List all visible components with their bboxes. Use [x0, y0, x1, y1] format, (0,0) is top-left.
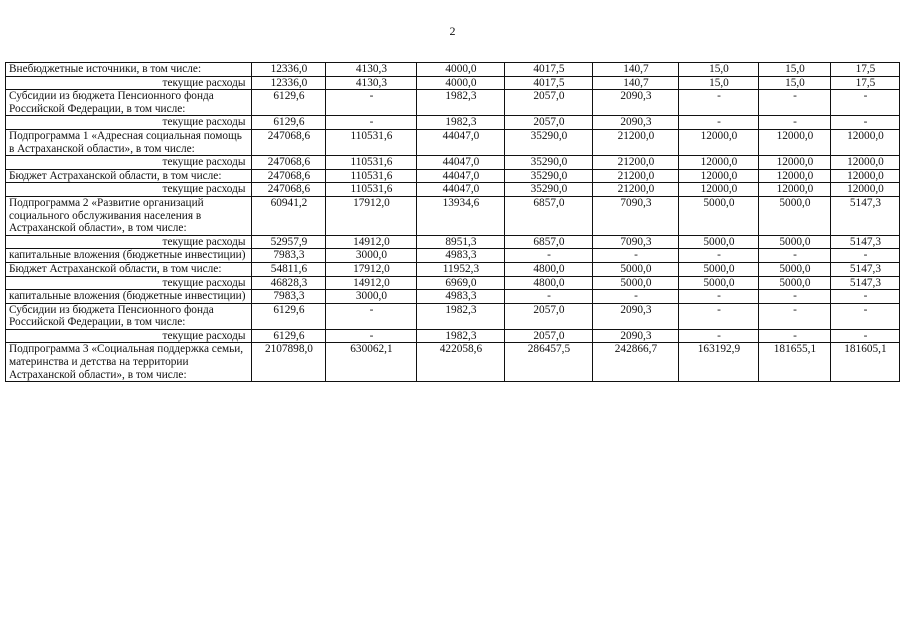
- cell-value: 46828,3: [252, 276, 326, 290]
- row-label: Субсидии из бюджета Пенсионного фонда Российской Федерации, в том числе:: [6, 303, 252, 329]
- cell-value: -: [679, 249, 759, 263]
- cell-value: 2057,0: [505, 303, 593, 329]
- cell-value: -: [831, 303, 900, 329]
- page-number: 2: [449, 24, 456, 38]
- table-row: [6, 303, 900, 329]
- row-label: текущие расходы: [6, 276, 252, 290]
- cell-value: -: [759, 116, 831, 130]
- cell-value: 140,7: [593, 76, 679, 90]
- cell-value: -: [505, 249, 593, 263]
- cell-value: 6857,0: [505, 196, 593, 235]
- row-label: Подпрограмма 1 «Адресная социальная помощь в Астраханской области», в том числе:: [6, 129, 252, 155]
- cell-value: 15,0: [759, 76, 831, 90]
- cell-value: 1982,3: [417, 303, 505, 329]
- table-row: [6, 90, 900, 116]
- cell-value: 12000,0: [831, 129, 900, 155]
- cell-value: -: [831, 290, 900, 304]
- cell-value: 17912,0: [326, 262, 417, 276]
- cell-value: 54811,6: [252, 262, 326, 276]
- cell-value: 17,5: [831, 76, 900, 90]
- table-row: [6, 169, 900, 183]
- cell-value: -: [593, 290, 679, 304]
- cell-value: 286457,5: [505, 343, 593, 382]
- row-label: текущие расходы: [6, 183, 252, 197]
- cell-value: 35290,0: [505, 169, 593, 183]
- cell-value: 422058,6: [417, 343, 505, 382]
- cell-value: -: [679, 290, 759, 304]
- cell-value: -: [505, 290, 593, 304]
- row-label: текущие расходы: [6, 235, 252, 249]
- cell-value: -: [831, 329, 900, 343]
- cell-value: 4800,0: [505, 262, 593, 276]
- cell-value: -: [679, 116, 759, 130]
- cell-value: 7983,3: [252, 290, 326, 304]
- cell-value: 4017,5: [505, 76, 593, 90]
- cell-value: 5147,3: [831, 262, 900, 276]
- table-row: [6, 235, 900, 249]
- cell-value: 6857,0: [505, 235, 593, 249]
- table-row: [6, 262, 900, 276]
- cell-value: 8951,3: [417, 235, 505, 249]
- row-label: текущие расходы: [6, 156, 252, 170]
- table-row: [6, 183, 900, 197]
- cell-value: 2090,3: [593, 116, 679, 130]
- cell-value: 5000,0: [679, 235, 759, 249]
- cell-value: 1982,3: [417, 329, 505, 343]
- cell-value: 2107898,0: [252, 343, 326, 382]
- cell-value: 14912,0: [326, 276, 417, 290]
- cell-value: 44047,0: [417, 129, 505, 155]
- cell-value: 630062,1: [326, 343, 417, 382]
- table-row: [6, 156, 900, 170]
- cell-value: 4800,0: [505, 276, 593, 290]
- row-label: капитальные вложения (бюджетные инвестиции): [6, 290, 252, 304]
- table-row: [6, 343, 900, 382]
- cell-value: 12000,0: [679, 156, 759, 170]
- cell-value: 5147,3: [831, 196, 900, 235]
- table-row: [6, 129, 900, 155]
- cell-value: 6129,6: [252, 329, 326, 343]
- table-row: [6, 249, 900, 263]
- cell-value: 21200,0: [593, 156, 679, 170]
- cell-value: -: [679, 303, 759, 329]
- row-label: текущие расходы: [6, 329, 252, 343]
- cell-value: 7090,3: [593, 196, 679, 235]
- cell-value: 5000,0: [759, 196, 831, 235]
- cell-value: 12000,0: [759, 183, 831, 197]
- cell-value: 110531,6: [326, 183, 417, 197]
- cell-value: 12000,0: [679, 169, 759, 183]
- cell-value: -: [326, 90, 417, 116]
- cell-value: -: [326, 116, 417, 130]
- cell-value: 2090,3: [593, 329, 679, 343]
- budget-table: [5, 62, 900, 382]
- cell-value: 242866,7: [593, 343, 679, 382]
- cell-value: 11952,3: [417, 262, 505, 276]
- cell-value: 5000,0: [679, 262, 759, 276]
- cell-value: 2057,0: [505, 90, 593, 116]
- cell-value: 21200,0: [593, 183, 679, 197]
- cell-value: 5000,0: [679, 196, 759, 235]
- cell-value: 1982,3: [417, 90, 505, 116]
- cell-value: -: [759, 329, 831, 343]
- cell-value: 2090,3: [593, 303, 679, 329]
- cell-value: 17,5: [831, 63, 900, 77]
- cell-value: 12000,0: [759, 129, 831, 155]
- cell-value: 12000,0: [759, 156, 831, 170]
- cell-value: 247068,6: [252, 129, 326, 155]
- cell-value: 6129,6: [252, 303, 326, 329]
- cell-value: 44047,0: [417, 169, 505, 183]
- cell-value: 4983,3: [417, 249, 505, 263]
- cell-value: 4000,0: [417, 76, 505, 90]
- cell-value: 5147,3: [831, 276, 900, 290]
- cell-value: 21200,0: [593, 169, 679, 183]
- row-label: текущие расходы: [6, 116, 252, 130]
- row-label: Подпрограмма 2 «Развитие организаций социального обслуживания населения в Астраханской области», в том числе:: [6, 196, 252, 235]
- cell-value: 4130,3: [326, 63, 417, 77]
- cell-value: -: [831, 249, 900, 263]
- cell-value: 5000,0: [759, 276, 831, 290]
- table-row: [6, 63, 900, 77]
- cell-value: 35290,0: [505, 156, 593, 170]
- cell-value: 5000,0: [593, 276, 679, 290]
- cell-value: 140,7: [593, 63, 679, 77]
- cell-value: 163192,9: [679, 343, 759, 382]
- row-label: текущие расходы: [6, 76, 252, 90]
- cell-value: 17912,0: [326, 196, 417, 235]
- cell-value: 15,0: [759, 63, 831, 77]
- row-label: Субсидии из бюджета Пенсионного фонда Российской Федерации, в том числе:: [6, 90, 252, 116]
- table-row: [6, 276, 900, 290]
- cell-value: -: [759, 290, 831, 304]
- cell-value: 12000,0: [831, 183, 900, 197]
- cell-value: 12000,0: [759, 169, 831, 183]
- cell-value: -: [759, 90, 831, 116]
- cell-value: 7090,3: [593, 235, 679, 249]
- cell-value: 247068,6: [252, 169, 326, 183]
- cell-value: -: [679, 90, 759, 116]
- cell-value: 12000,0: [831, 156, 900, 170]
- table-row: [6, 329, 900, 343]
- cell-value: 14912,0: [326, 235, 417, 249]
- cell-value: 3000,0: [326, 249, 417, 263]
- row-label: Бюджет Астраханской области, в том числе:: [6, 262, 252, 276]
- cell-value: 110531,6: [326, 169, 417, 183]
- cell-value: 4983,3: [417, 290, 505, 304]
- cell-value: 12336,0: [252, 63, 326, 77]
- cell-value: -: [759, 303, 831, 329]
- cell-value: 1982,3: [417, 116, 505, 130]
- cell-value: 3000,0: [326, 290, 417, 304]
- cell-value: -: [679, 329, 759, 343]
- cell-value: 52957,9: [252, 235, 326, 249]
- cell-value: 5147,3: [831, 235, 900, 249]
- table-row: [6, 116, 900, 130]
- cell-value: -: [326, 303, 417, 329]
- cell-value: 181605,1: [831, 343, 900, 382]
- cell-value: 110531,6: [326, 129, 417, 155]
- row-label: Бюджет Астраханской области, в том числе:: [6, 169, 252, 183]
- cell-value: 44047,0: [417, 156, 505, 170]
- cell-value: 4130,3: [326, 76, 417, 90]
- row-label: капитальные вложения (бюджетные инвестиции): [6, 249, 252, 263]
- cell-value: 15,0: [679, 63, 759, 77]
- cell-value: 6129,6: [252, 116, 326, 130]
- cell-value: -: [593, 249, 679, 263]
- cell-value: -: [326, 329, 417, 343]
- cell-value: -: [831, 90, 900, 116]
- cell-value: 35290,0: [505, 129, 593, 155]
- cell-value: 247068,6: [252, 183, 326, 197]
- cell-value: 12000,0: [679, 183, 759, 197]
- cell-value: 44047,0: [417, 183, 505, 197]
- cell-value: 5000,0: [759, 262, 831, 276]
- cell-value: -: [759, 249, 831, 263]
- cell-value: 15,0: [679, 76, 759, 90]
- table-body: [6, 63, 900, 382]
- cell-value: 12336,0: [252, 76, 326, 90]
- cell-value: 12000,0: [679, 129, 759, 155]
- table-row: [6, 76, 900, 90]
- cell-value: 60941,2: [252, 196, 326, 235]
- cell-value: 247068,6: [252, 156, 326, 170]
- table-row: [6, 290, 900, 304]
- cell-value: 7983,3: [252, 249, 326, 263]
- cell-value: 5000,0: [593, 262, 679, 276]
- cell-value: 2057,0: [505, 116, 593, 130]
- cell-value: 4017,5: [505, 63, 593, 77]
- row-label: Подпрограмма 3 «Социальная поддержка семьи, материнства и детства на территории Астраханской области», в том числе:: [6, 343, 252, 382]
- row-label: Внебюджетные источники, в том числе:: [6, 63, 252, 77]
- cell-value: 6129,6: [252, 90, 326, 116]
- cell-value: 6969,0: [417, 276, 505, 290]
- cell-value: 12000,0: [831, 169, 900, 183]
- cell-value: 5000,0: [759, 235, 831, 249]
- cell-value: 35290,0: [505, 183, 593, 197]
- cell-value: 181655,1: [759, 343, 831, 382]
- cell-value: -: [831, 116, 900, 130]
- cell-value: 110531,6: [326, 156, 417, 170]
- cell-value: 5000,0: [679, 276, 759, 290]
- table-row: [6, 196, 900, 235]
- cell-value: 4000,0: [417, 63, 505, 77]
- cell-value: 2057,0: [505, 329, 593, 343]
- cell-value: 21200,0: [593, 129, 679, 155]
- cell-value: 13934,6: [417, 196, 505, 235]
- cell-value: 2090,3: [593, 90, 679, 116]
